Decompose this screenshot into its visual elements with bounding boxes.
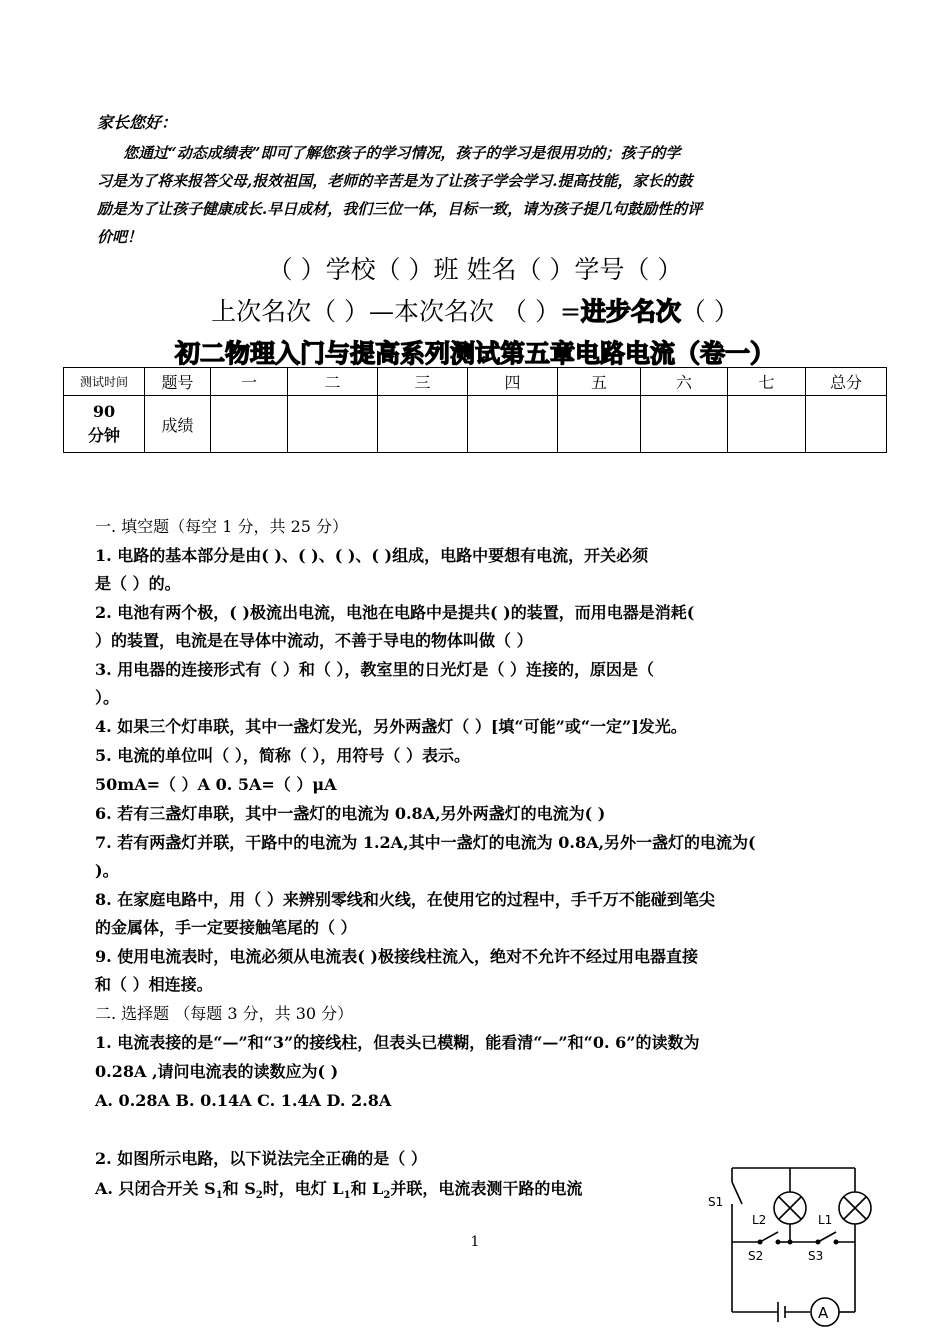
score-cell[interactable] [728,396,806,453]
col-header: 总分 [806,368,887,396]
col-header: 三 [378,368,468,396]
rank-line-suffix: （ ） [680,297,739,326]
score-cell[interactable] [468,396,558,453]
score-cell[interactable] [378,396,468,453]
info-line: （ ）学校（ ）班 姓名（ ）学号（ ） [267,255,683,284]
label-s2: S2 [748,1249,764,1263]
question-line: )。 [95,861,119,880]
score-cell[interactable] [641,396,728,453]
col-header: 七 [728,368,806,396]
intro-line-4: 价吧！ [97,228,143,246]
question-line: 和（ ）相连接。 [95,975,213,994]
score-cell[interactable] [288,396,378,453]
rank-line [0,292,950,328]
switch-s1 [732,1182,742,1204]
question-line: 5. 电流的单位叫（ ），简称（ ），用符号（ ）表示。 [95,746,470,765]
label-s1: S1 [708,1195,724,1209]
time-value: 90 分钟 [64,396,145,453]
time-header: 测试时间 [64,368,145,396]
question-line: 的金属体，手一定要接触笔尾的（ ） [95,918,357,937]
row-label: 成绩 [145,396,211,453]
question-line: 4. 如果三个灯串联，其中一盏灯发光，另外两盏灯（ ）[填“可能”或“一定”]发光。 [95,717,687,736]
intro-line-3: 励是为了让孩子健康成长.早日成材，我们三位一体，目标一致，请为孩子提几句鼓励性的评 [97,200,703,218]
option-a: A. 只闭合开关 $S_1$和 $S_2$时，电灯 $L_1$和 $L_2$并联，电流表测干路的电流 [95,1179,583,1202]
question-line: 3. 用电器的连接形式有（ ）和（ ），教室里的日光灯是（ ）连接的，原因是（ [95,660,654,679]
page-number: 1 [470,1234,480,1250]
score-cell[interactable] [211,396,288,453]
label-l1: L1 [818,1213,833,1227]
score-cell[interactable] [806,396,887,453]
question-line: 8. 在家庭电路中，用（ ）来辨别零线和火线，在使用它的过程中，手千万不能碰到笔尖 [95,890,715,909]
col-header: 题号 [145,368,211,396]
exam-title: 初二物理入门与提高系列测试第五章电路电流（卷一） [174,339,775,368]
question-line: ）。 [95,688,120,707]
col-header: 六 [641,368,728,396]
question-line: 是（ ）的。 [95,574,181,593]
score-table [63,367,887,453]
question-line: 0.28A ,请问电流表的读数应为( ) [95,1062,339,1081]
question-line: ）的装置，电流是在导体中流动，不善于导电的物体叫做（ ） [95,631,533,650]
question-line: 7. 若有两盏灯并联，干路中的电流为 1.2A,其中一盏灯的电流为 0.8A,另外一盏灯的电流为( [95,833,756,852]
col-header: 四 [468,368,558,396]
label-s3: S3 [808,1249,824,1263]
question-line: 1. 电路的基本部分是由( )、( )、( )、( )组成，电路中要想有电流，开关必须 [95,546,649,565]
question-line: 50mA=（ ）A 0. 5A=（ ）μA [95,775,337,794]
intro-line-2: 习是为了将来报答父母,报效祖国，老师的辛苦是为了让孩子学会学习.提高技能，家长的鼓 [97,172,693,190]
col-header: 五 [558,368,641,396]
col-header: 一 [211,368,288,396]
question-line: 9. 使用电流表时，电流必须从电流表( )极接线柱流入，绝对不允许不经过用电器直接 [95,947,698,966]
intro-line-1: 您通过“动态成绩表”即可了解您孩子的学习情况，孩子的学习是很用功的；孩子的学 [123,144,681,162]
rank-line-outlined: 进步名次 [580,297,681,326]
label-a: A [818,1304,829,1322]
label-l2: L2 [752,1213,767,1227]
greeting: 家长您好： [97,113,178,132]
question-line: 1. 电流表接的是“—”和“3”的接线柱，但表头已模糊，能看清“—”和“0. 6”的读数为 [95,1033,700,1052]
section1-title: 一. 填空题（每空 1 分，共 25 分） [95,517,349,536]
question-line: 2. 电池有两个极，( )极流出电流，电池在电路中是提共( )的装置，而用电器是消耗( [95,603,695,622]
question-line: 6. 若有三盏灯串联，其中一盏灯的电流为 0.8A,另外两盏灯的电流为( ) [95,804,606,823]
rank-line-prefix: 上次名次（ ）—本次名次 （ ）= [211,297,581,326]
score-cell[interactable] [558,396,641,453]
choice-options: A. 0.28A B. 0.14A C. 1.4A D. 2.8A [95,1091,392,1110]
col-header: 二 [288,368,378,396]
question-line: 2. 如图所示电路，以下说法完全正确的是（ ） [95,1149,427,1168]
section2-title: 二. 选择题 （每题 3 分，共 30 分） [95,1004,354,1023]
